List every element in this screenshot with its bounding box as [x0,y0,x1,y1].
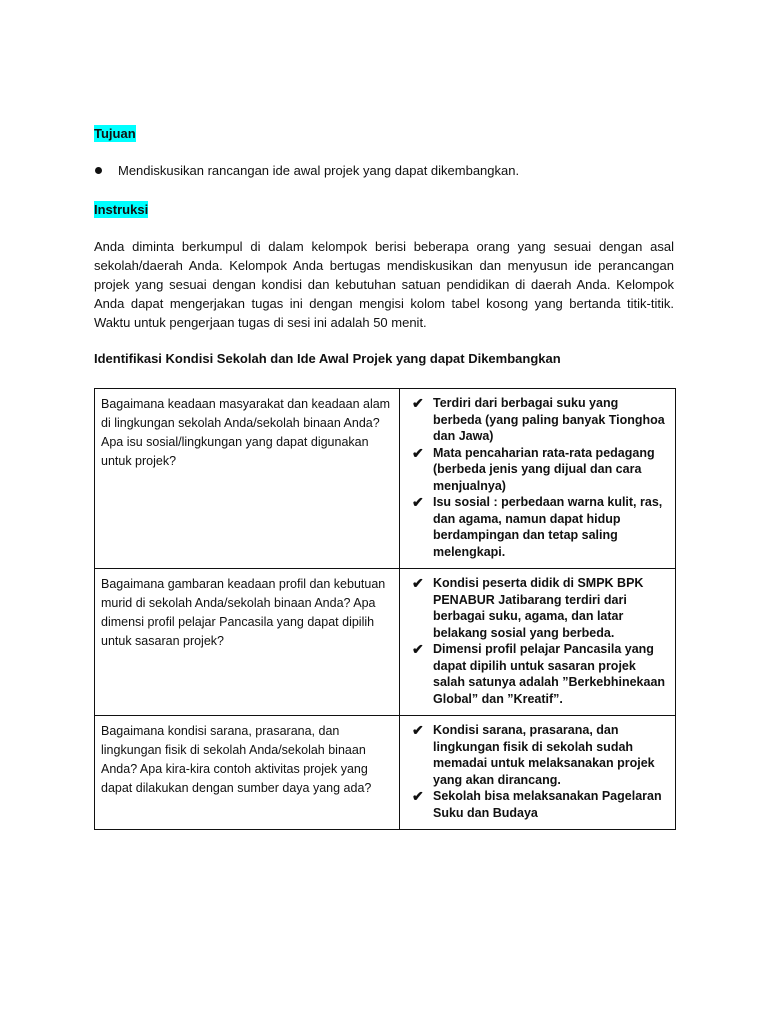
tujuan-bullet-text: Mendiskusikan rancangan ide awal projek yang dapat dikembangkan. [118,163,520,178]
answer-text: Kondisi peserta didik di SMPK BPK PENABUR Jatibarang terdiri dari berbagai suku, agama, dan latar belakang sosial yang berbeda. [433,576,644,640]
answer-item [406,494,669,560]
table-row [95,389,676,569]
answer-item [406,722,669,788]
answer-text: Sekolah bisa melaksanakan Pagelaran Suku dan Budaya [433,789,662,820]
instruksi-heading: Instruksi [94,202,149,217]
table-title: Identifikasi Kondisi Sekolah dan Ide Awal Projek yang dapat Dikembangkan [94,351,561,366]
answer-list [406,575,669,707]
question-cell: Bagaimana kondisi sarana, prasarana, dan lingkungan fisik di sekolah Anda/sekolah binaan Anda? Apa kira-kira contoh aktivitas projek yang dapat dilakukan dengan sumber daya yang ada? [95,716,400,830]
answer-item [406,641,669,707]
identification-table [94,388,676,830]
tujuan-bullet-item [94,163,519,178]
answer-item [406,445,669,495]
answer-cell[interactable] [400,389,676,569]
answer-text: Terdiri dari berbagai suku yang berbeda (yang paling banyak Tionghoa dan Jawa) [433,396,665,443]
answer-text: Kondisi sarana, prasarana, dan lingkungan fisik di sekolah sudah memadai untuk melaksanakan projek yang akan dirancang. [433,723,655,787]
answer-cell[interactable] [400,716,676,830]
checkmark-icon: ✔ [412,788,424,804]
bullet-dot-icon [95,167,102,174]
answer-text: Mata pencaharian rata-rata pedagang (berbeda jenis yang dijual dan cara menjualnya) [433,445,655,493]
answer-item [406,788,669,821]
answer-text: Isu sosial : perbedaan warna kulit, ras, dan agama, namun dapat hidup berdampingan dan tetap saling melengkapi. [433,495,663,559]
checkmark-icon: ✔ [412,494,424,510]
table-row [95,716,676,830]
answer-item [406,395,669,445]
checkmark-icon: ✔ [412,641,424,657]
table-row [95,569,676,716]
checkmark-icon: ✔ [412,575,424,591]
answer-item [406,575,669,641]
answer-list [406,722,669,821]
answer-cell[interactable] [400,569,676,716]
checkmark-icon: ✔ [412,722,424,738]
checkmark-icon: ✔ [412,395,424,411]
answer-list [406,395,669,560]
checkmark-icon: ✔ [412,444,424,461]
question-cell: Bagaimana gambaran keadaan profil dan kebutuan murid di sekolah Anda/sekolah binaan Anda? Apa dimensi profil pelajar Pancasila yang dapat dipilih untuk sasaran projek? [95,569,400,716]
answer-text: Dimensi profil pelajar Pancasila yang dapat dipilih untuk sasaran projek salah satunya adalah ”Berkebhinekaan Global” dan ”Kreatif”. [433,642,666,706]
tujuan-heading: Tujuan [94,126,136,141]
instruksi-paragraph: Anda diminta berkumpul di dalam kelompok berisi beberapa orang yang sesuai dengan asal sekolah/daerah Anda. Kelompok Anda bertugas mendiskusikan dan menyusun ide perancangan projek yang sesuai dengan kondisi dan kebutuhan satuan pendidikan di daerah Anda. Kelompok Anda dapat mengerjakan tugas ini dengan mengisi kolom tabel kosong yang bertanda titik-titik. Waktu untuk pengerjaan tugas di sesi ini adalah 50 menit. [94,239,674,330]
question-cell: Bagaimana keadaan masyarakat dan keadaan alam di lingkungan sekolah Anda/sekolah binaan Anda? Apa isu sosial/lingkungan yang dapat digunakan untuk projek? [95,389,400,569]
